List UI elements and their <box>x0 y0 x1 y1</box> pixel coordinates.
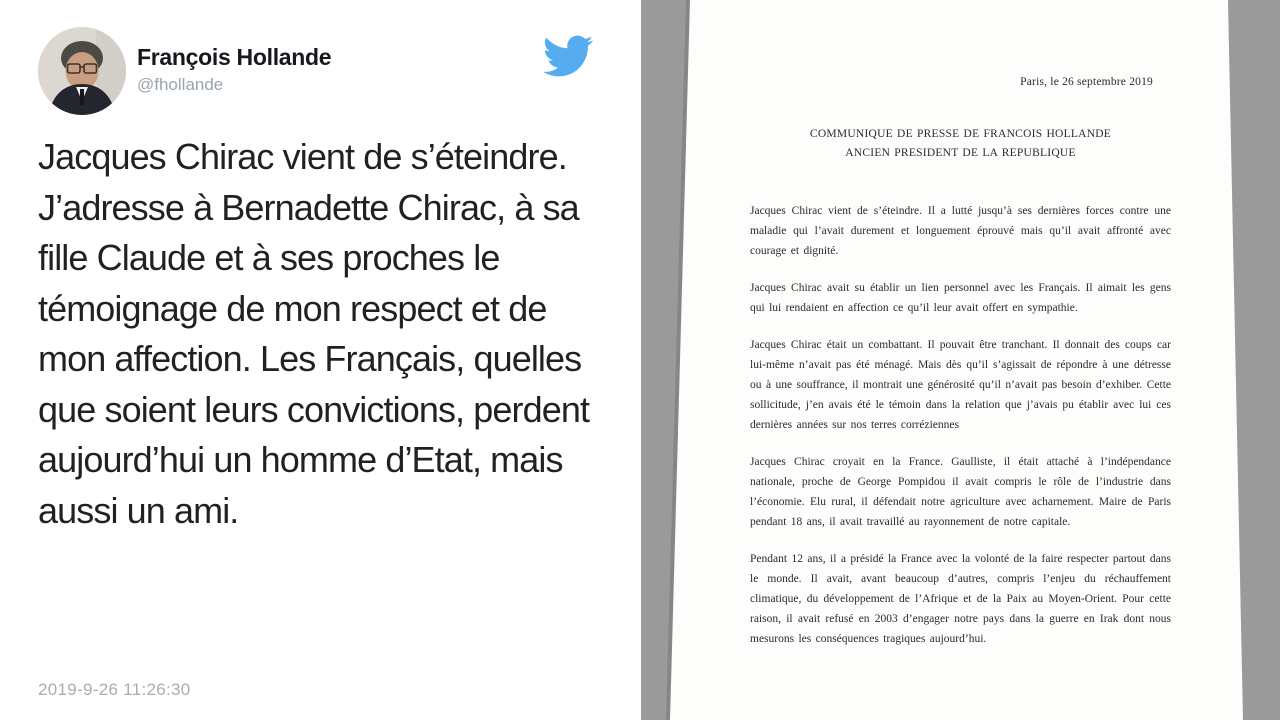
doc-paragraph: Jacques Chirac était un combattant. Il pouvait être tranchant. Il donnait des coups car lui-même n’avait pas été ménagé. Mais dès qu’il s’agissait de répondre à une détresse ou à une souffrance, il montrait une générosité qu’il n’avait pas besoin d’exhiber. Cette sollicitude, j’en avais été le témoin dans la relation que j’avais pu établir avec lui ces dernières années sur nos terres corréziennes <box>750 339 1171 431</box>
doc-dateline: Paris, le 26 septembre 2019 <box>1020 76 1153 88</box>
author-name: François Hollande <box>137 44 332 70</box>
doc-paragraph: Jacques Chirac croyait en la France. Gaulliste, il était attaché à l’indépendance nationale, proche de George Pompidou il avait compris le rôle de l’industrie dans l’économie. Elu rural, il défendait notre agriculture avec acharnement. Maire de Paris pendant 18 ans, il avait travaillé au rayonnement de notre capitale. <box>750 456 1171 528</box>
doc-paragraph: Jacques Chirac avait su établir un lien personnel avec les Français. Il aimait les gens qui lui rendaient en affection ce qu’il leur avait offert en sympathie. <box>750 282 1171 314</box>
press-release-backdrop <box>641 0 1280 720</box>
tweet-timestamp: 2019-9-26 11:26:30 <box>38 680 191 699</box>
doc-title <box>750 125 1171 163</box>
tweet-text: Jacques Chirac vient de s’éteindre. J’adresse à Bernadette Chirac, à sa fille Claude et à ses proches le témoignage de mon respect et de mon affection. Les Français, quelles que soient leurs convictions, perdent aujourd’hui un homme d’Etat, mais aussi un ami. <box>38 136 590 531</box>
doc-paragraphs <box>750 201 1171 649</box>
doc-title-line2: ANCIEN PRESIDENT DE LA REPUBLIQUE <box>845 147 1076 159</box>
doc-title-line1: COMMUNIQUE DE PRESSE DE FRANCOIS HOLLANDE <box>809 128 1112 140</box>
author-handle: @fhollande <box>137 75 224 94</box>
doc-paragraph: Pendant 12 ans, il a présidé la France avec la volonté de la faire respecter partout dans le monde. Il avait, avant beaucoup d’autres, compris l’enjeu du réchauffement climatique, du développement de l’Afrique et de la Paix au Moyen-Orient. Pour cette raison, il avait refusé en 2003 d’engager notre pays dans la guerre en Irak dont nous mesurons les conséquences tragiques aujourd’hui. <box>750 553 1171 645</box>
avatar-portrait-graphic <box>38 27 126 115</box>
avatar <box>38 27 126 115</box>
doc-paragraph: Jacques Chirac vient de s’éteindre. Il a lutté jusqu’à ses dernières forces contre une maladie qui l’avait durement et longuement éprouvé mais qu’il avait affronté avec courage et dignité. <box>750 205 1171 257</box>
press-release-content <box>750 0 1171 666</box>
twitter-bird-icon <box>539 31 597 81</box>
